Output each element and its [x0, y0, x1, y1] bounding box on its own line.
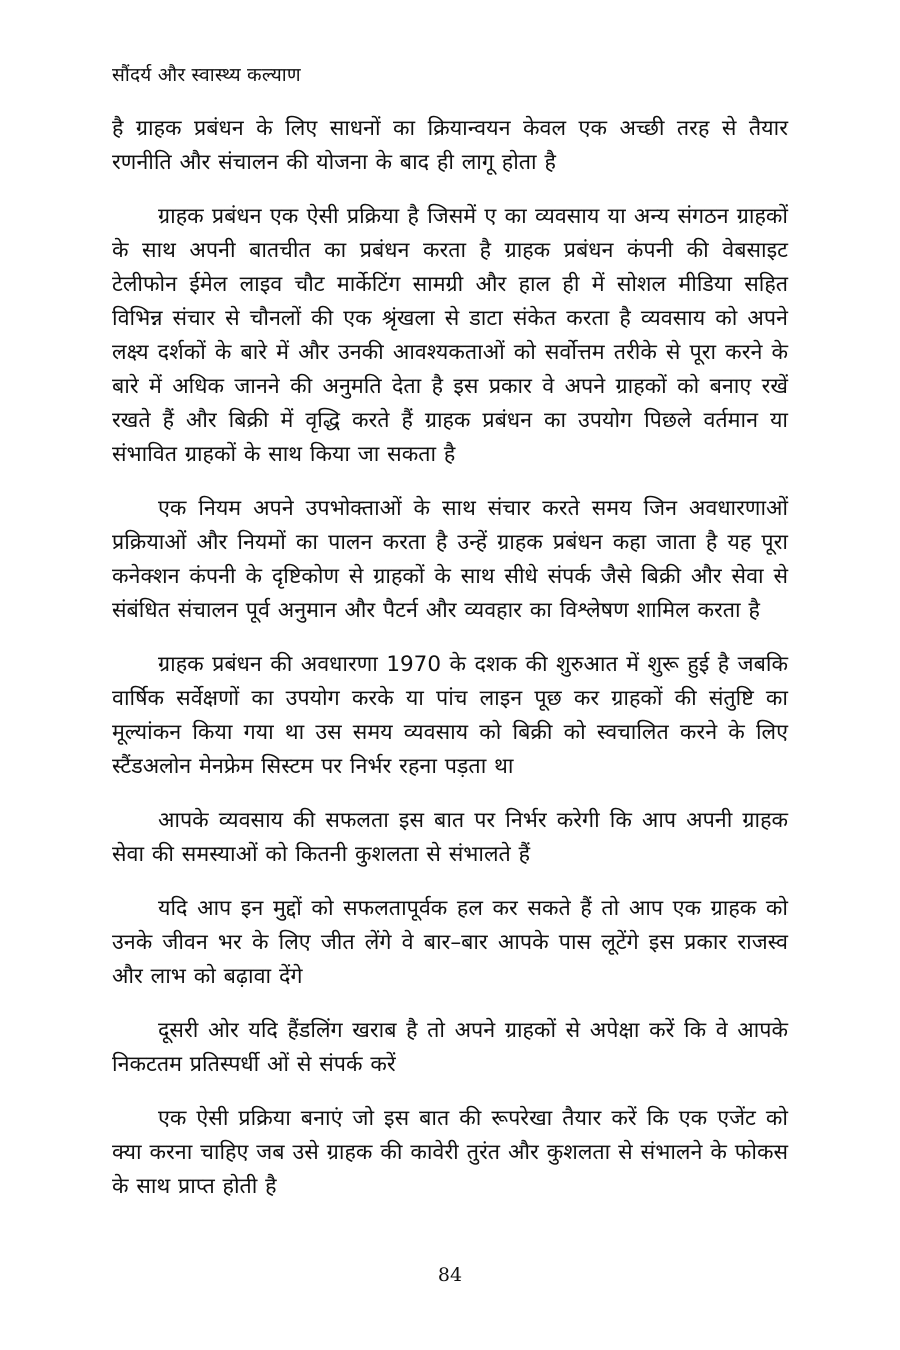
body-text	[112, 112, 788, 1224]
paragraph-continuation: है ग्राहक प्रबंधन के लिए साधनों का क्रियान्वयन केवल एक अच्छी तरह से तैयार रणनीति और संचालन की योजना के बाद ही लागू होता है	[112, 116, 788, 175]
paragraph: ग्राहक प्रबंधन एक ऐसी प्रक्रिया है जिसमें ए का व्यवसाय या अन्य संगठन ग्राहकों के साथ अपनी बातचीत का प्रबंधन करता है ग्राहक प्रबंधन कंपनी की वेबसाइट टेलीफोन ईमेल लाइव चौट मार्केटिंग सामग्री और हाल ही में सोशल मीडिया सहित विभिन्न संचार से चौनलों की एक श्रृंखला से डाटा संकेत करता है व्यवसाय को अपने लक्ष्य दर्शकों के बारे में और उनकी आवश्यकताओं को सर्वोत्तम तरीके से पूरा करने के बारे में अधिक जानने की अनुमति देता है इस प्रकार वे अपने ग्राहकों को बनाए रखें रखते हैं और बिक्री में वृद्धि करते हैं ग्राहक प्रबंधन का उपयोग पिछले वर्तमान या संभावित ग्राहकों के साथ किया जा सकता है	[112, 204, 788, 467]
paragraph: दूसरी ओर यदि हैंडलिंग खराब है तो अपने ग्राहकों से अपेक्षा करें कि वे आपके निकटतम प्रतिस्पर्धी ओं से संपर्क करें	[112, 1018, 788, 1077]
paragraph: यदि आप इन मुद्दों को सफलतापूर्वक हल कर सकते हैं तो आप एक ग्राहक को उनके जीवन भर के लिए जीत लेंगे वे बार–बार आपके पास लूटेंगे इस प्रकार राजस्व और लाभ को बढ़ावा देंगे	[112, 896, 788, 989]
paragraph: एक नियम अपने उपभोक्ताओं के साथ संचार करते समय जिन अवधारणाओं प्रक्रियाओं और नियमों का पालन करता है उन्हें ग्राहक प्रबंधन कहा जाता है यह पूरा कनेक्शन कंपनी के दृष्टिकोण से ग्राहकों के साथ सीधे संपर्क जैसे बिक्री और सेवा से संबंधित संचालन पूर्व अनुमान और पैटर्न और व्यवहार का विश्लेषण शामिल करता है	[112, 496, 788, 623]
page-number: 84	[437, 1264, 463, 1286]
paragraph: ग्राहक प्रबंधन की अवधारणा 1970 के दशक की शुरुआत में शुरू हुई है जबकि वार्षिक सर्वेक्षणों का उपयोग करके या पांच लाइन पूछ कर ग्राहकों की संतुष्टि का मूल्यांकन किया गया था उस समय व्यवसाय को बिक्री को स्वचालित करने के लिए स्टैंडअलोन मेनफ्रेम सिस्टम पर निर्भर रहना पड़ता था	[112, 652, 788, 779]
paragraph: एक ऐसी प्रक्रिया बनाएं जो इस बात की रूपरेखा तैयार करें कि एक एजेंट को क्या करना चाहिए जब उसे ग्राहक की कावेरी तुरंत और कुशलता से संभालने के फोकस के साथ प्राप्त होती है	[112, 1106, 788, 1199]
paragraph: आपके व्यवसाय की सफलता इस बात पर निर्भर करेगी कि आप अपनी ग्राहक सेवा की समस्याओं को कितनी कुशलता से संभालते हैं	[112, 808, 788, 867]
running-header-title: सौंदर्य और स्वास्थ्य कल्याण	[112, 64, 301, 86]
